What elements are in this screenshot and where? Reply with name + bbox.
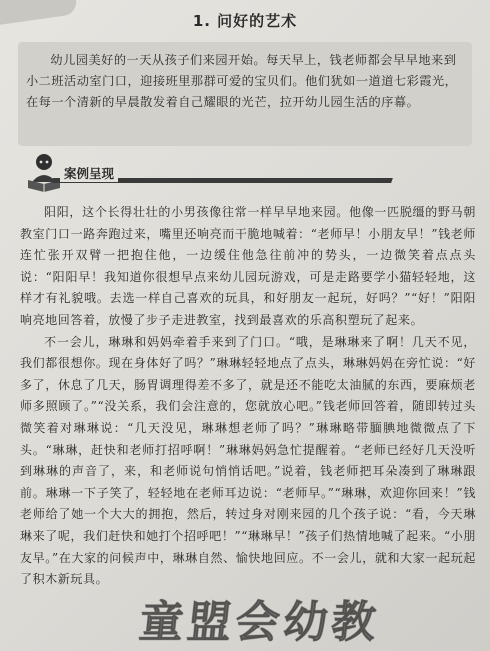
- section-label: 案例呈现: [60, 164, 118, 182]
- story-paragraph: 不一会儿，琳琳和妈妈牵着手来到了门口。“哦，是琳琳来了啊！几天不见，我们都很想你。现在身体好了吗？”琳琳轻轻地点了点头，琳琳妈妈在旁忙说：“好多了，休息了几天，肠胃调理得差不多了，就是还不能吃太油腻的东西，要麻烦老师多照顾了。”“没关系，我们会注意的，您就放心吧。”钱老师回答着，随即转过头微笑着对琳琳说：“几天没见，琳琳想老师了吗？”琳琳略带腼腆地微微点了下头。“琳琳，赶快和老师打招呼啊！”琳琳妈妈急忙提醒着。“老师已经好几天没听到琳琳的声音了，来，和老师说句悄悄话吧。”说着，钱老师把耳朵凑到了琳琳跟前。琳琳一下子笑了，轻轻地在老师耳边说：“老师早。”“琳琳，欢迎你回来！”钱老师给了她一个大大的拥抱，然后，转过身对刚来园的几个孩子说：“看，今天琳琳来了呢，我们赶快和她打个招呼吧！”“琳琳早！”孩子们热情地喊了起来。“小朋友早。”在大家的问候声中，琳琳自然、愉快地回应。不一会儿，就和大家一起玩起了积木新玩具。: [20, 334, 476, 587]
- watermark-text: 童盟会幼教: [136, 597, 383, 648]
- story-paragraph: 阳阳，这个长得壮壮的小男孩像往常一样早早地来园。他像一匹脱缰的野马朝教室门口一路奔跑过来，嘴里还响亮而干脆地喊着：“老师早！小朋友早！”钱老师连忙张开双臂一把抱住他，一边缓住他急往前冲的势头，一边微笑着点点头说：“阳阳早！我知道你很想早点来幼儿园玩游戏，可是走路要学小猫轻轻地，这样才有礼貌哦。去选一样自己喜欢的玩具，和好朋友一起玩，好吗？”“好！”阳阳响亮地回答着，放慢了步子走进教室，找到最喜欢的乐高积塑玩了起来。: [20, 205, 476, 327]
- section-header: [22, 150, 472, 198]
- story-body: [20, 202, 476, 591]
- chapter-title: 1. 问好的艺术: [192, 12, 298, 30]
- intro-text: 幼儿园美好的一天从孩子们来园开始。每天早上，钱老师都会早早地来到小二班活动室门口，迎接班里那群可爱的宝贝们。他们犹如一道道七彩霞光，在每一个清新的早晨散发着自己耀眼的光芒，拉开幼儿园生活的序幕。: [26, 53, 458, 109]
